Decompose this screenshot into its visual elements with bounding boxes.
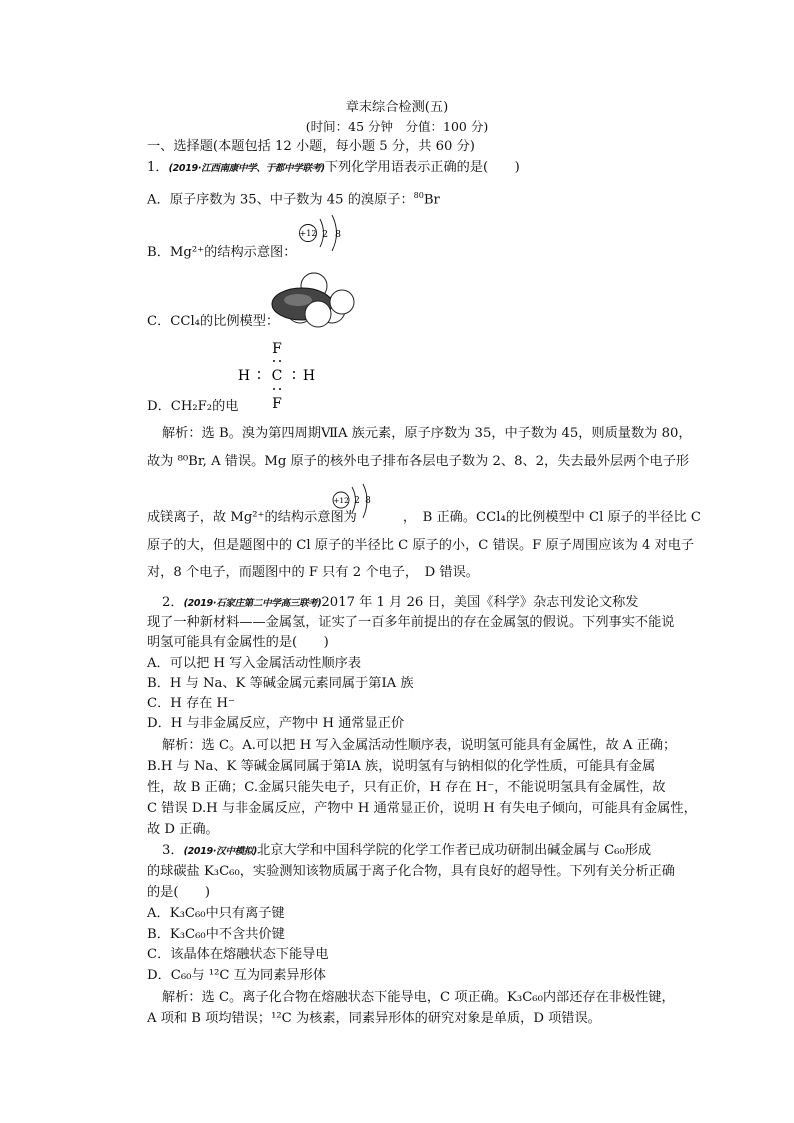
page-title: 章末综合检测(五) (345, 100, 449, 115)
q1-option-a-text: A．原子序数为 35、中子数为 45 的溴原子： (147, 192, 414, 208)
bromine-mass-number: 80 (413, 191, 424, 200)
q3-option-b: B．K₃C₆₀中不含共价键 (147, 927, 285, 942)
q3-explanation-line-1: 解析：选 C。离子化合物在熔融状态下能导电，C 项正确。K₃C₆₀内部还存在非极性键， (162, 990, 675, 1005)
q1-explanation-line-2: 故为 ⁸⁰Br, A 错误。Mg 原子的核外电子排布各层电子数为 2、8、2，失去最外层两个电子形 (147, 454, 690, 469)
q3-number: 3． (162, 843, 184, 858)
q3-option-c: C．该晶体在熔融状态下能导电 (147, 947, 329, 962)
q2-stem-line-3: 明氢可能具有金属性的是( ) (147, 635, 329, 650)
lewis-c: C (271, 368, 283, 384)
mg-ion-structure-icon (296, 213, 356, 261)
q3-text-1: 北京大学和中国科学院的化学工作者已成功研制出碱金属与 C₆₀形成 (257, 843, 652, 858)
q1-explanation-line-3 (147, 508, 701, 528)
q1-stem (147, 158, 520, 179)
q3-explanation-line-2: A 项和 B 项均错误；¹²C 为核素，同素异形体的研究对象是单质，D 项错误。 (147, 1011, 601, 1026)
q1-source: (2019·江西南康中学、于都中学联考) (168, 163, 325, 174)
small-nucleus-charge: +12 (333, 496, 349, 505)
q3-stem-line-2: 的球碳盐 K₃C₆₀，实验测知该物质属于离子化合物，具有良好的超导性。下列有关分析正确 (147, 864, 675, 879)
q1-explanation-line-5: 对，8 个电子，而题图中的 F 只有 2 个电子， D 错误。 (147, 565, 479, 580)
lewis-h-left: H (237, 368, 251, 384)
q2-explanation-line-1: 解析：选 C。A.可以把 H 写入金属活动性顺序表，说明氢可能具有金属性，故 A 正确； (162, 738, 677, 753)
shell-1-count: 2 (321, 229, 329, 240)
q3-source: (2019·汉中模拟) (183, 846, 258, 857)
small-shell-2-count: 8 (365, 496, 371, 506)
q1-explanation-line-3b: ， B 正确。CCl₄的比例模型中 Cl 原子的半径比 C (402, 510, 701, 525)
bromine-symbol: Br (423, 192, 440, 208)
ccl4-model-icon (268, 266, 358, 330)
mg-ion-structure-small-icon (330, 483, 378, 527)
q1-option-d: D．CH₂F₂的电 (147, 399, 239, 414)
q1-explanation-line-1: 解析：选 B。溴为第四周期ⅦA 族元素，原子序数为 35，中子数为 45，则质量数为 80， (162, 426, 692, 441)
q1-option-c: C．CCl₄的比例模型： (147, 314, 280, 329)
q1-explanation-line-4: 原子的大，但是题图中的 Cl 原子的半径比 C 原子的小，C 错误。F 原子周围应该为 4 对电子 (147, 538, 695, 553)
q2-option-a: A．可以把 H 写入金属活动性顺序表 (147, 656, 362, 671)
q3-stem-line-1 (162, 841, 651, 862)
lewis-h-right: H (302, 368, 316, 384)
lewis-f-bottom: F (272, 396, 282, 412)
q2-text-1: 2017 年 1 月 26 日，美国《科学》杂志刊发论文称发 (321, 595, 639, 610)
q2-number: 2． (162, 595, 184, 610)
q1-explanation-line-3a: 成镁离子，故 Mg²⁺的结构示意图为 (147, 510, 357, 525)
q2-source: (2019·石家庄第二中学高三联考) (183, 598, 322, 609)
q2-explanation-line-4: C 错误 D.H 与非金属反应，产物中 H 通常显正价，说明 H 有失电子倾向，可能具有金属性， (147, 801, 697, 816)
exam-meta: (时间：45 分钟 分值：100 分) (305, 119, 489, 134)
q2-stem-line-2: 现了一种新材料——金属氢，证实了一百多年前提出的存在金属氢的假说。下列事实不能说 (147, 615, 675, 630)
q3-option-a: A．K₃C₆₀中只有离子键 (147, 906, 285, 921)
small-shell-1-count: 2 (354, 496, 360, 506)
q3-option-d: D．C₆₀与 ¹²C 互为同素异形体 (147, 968, 326, 983)
q1-option-a (147, 186, 440, 210)
q1-option-b: B．Mg²⁺的结构示意图： (147, 245, 297, 260)
q1-number: 1． (147, 160, 169, 175)
q2-option-d: D．H 与非金属反应，产物中 H 通常显正价 (147, 716, 405, 731)
q2-explanation-line-2: B.H 与 Na、K 等碱金属同属于第ⅠA 族，说明氢有与钠相似的化学性质，可能具有金属 (147, 759, 656, 774)
q2-option-c: C．H 存在 H⁻ (147, 696, 235, 711)
q2-option-b: B．H 与 Na、K 等碱金属元素同属于第ⅠA 族 (147, 676, 414, 691)
ch2f2-lewis-structure-icon (232, 340, 322, 416)
q1-text: 下列化学用语表示正确的是( ) (324, 160, 520, 175)
shell-2-count: 8 (334, 229, 342, 240)
q2-explanation-line-5: 故 D 正确。 (147, 822, 219, 837)
q2-explanation-line-3: 性，故 B 正确；C.金属只能失电子，只有正价，H 存在 H⁻，不能说明氢具有金属性，故 (147, 780, 666, 795)
lewis-f-top: F (272, 341, 282, 357)
section-heading: 一、选择题(本题包括 12 小题，每小题 5 分，共 60 分) (147, 139, 475, 154)
nucleus-charge: +12 (299, 229, 317, 238)
q2-stem-line-1 (162, 593, 639, 614)
q3-stem-line-3: 的是( ) (147, 885, 211, 900)
